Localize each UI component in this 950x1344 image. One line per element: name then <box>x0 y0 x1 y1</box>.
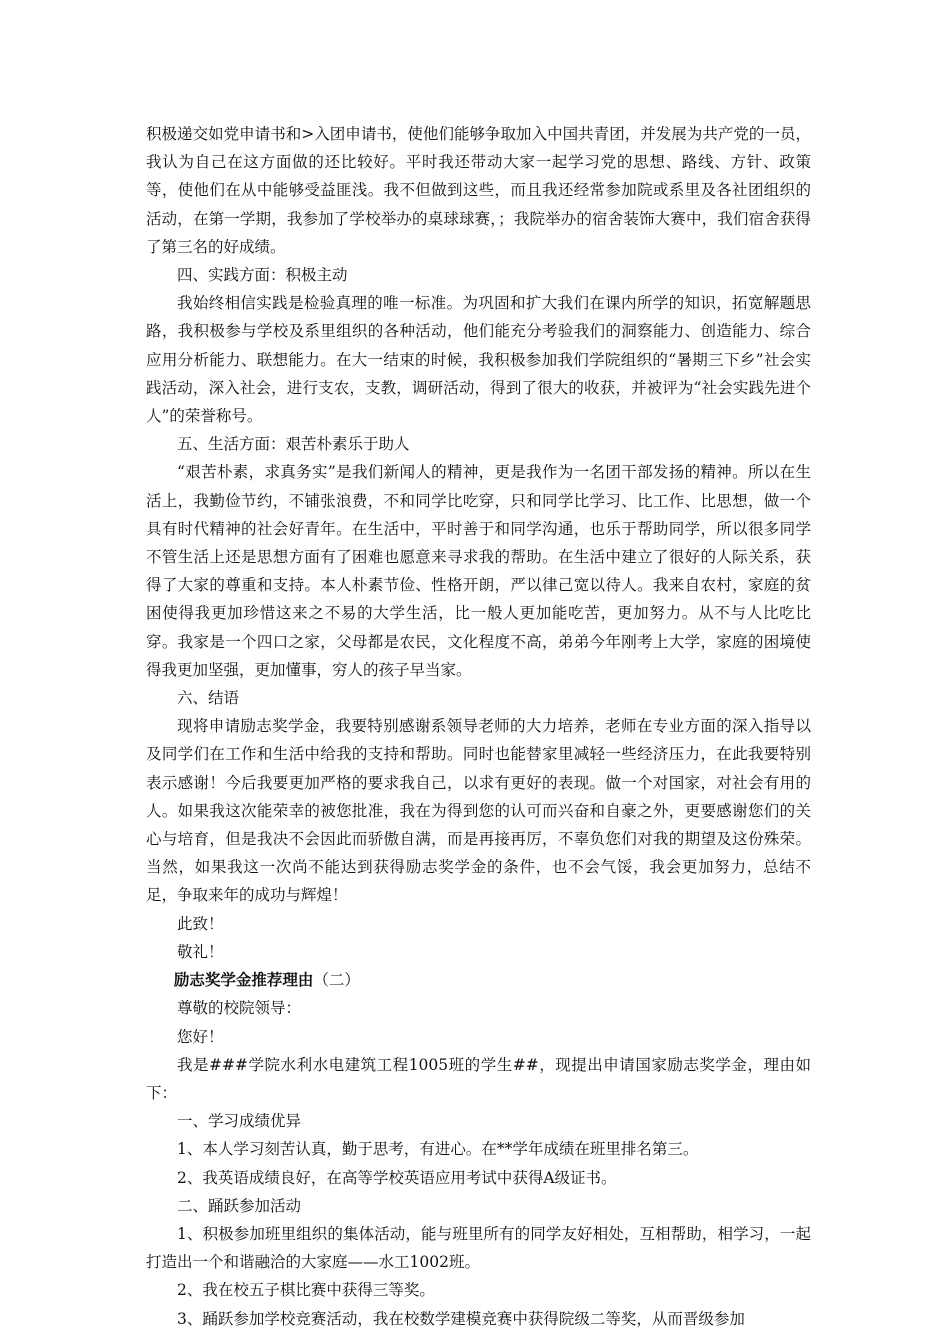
list-item-academics-1: 1、本人学习刻苦认真，勤于思考，有进心。在**学年成绩在班里排名第三。 <box>177 1140 699 1159</box>
paragraph-conclusion: 现将申请励志奖学金，我要特别感谢系领导老师的大力培养，老师在专业方面的深入指导以及同学们在工作和生活中给我的支持和帮助。同时也能替家里减轻一些经济压力，在此我要特别表示感谢！今后我要更加严格的要求我自己，以求有更好的表现。做一个对国家，对社会有用的人。如果我这次能荣幸的被您批准，我在为得到您的认可而兴奋和自豪之外，更要感谢您们的关心与培育，但是我决不会因此而骄傲自满，而是再接再厉，不辜负您们对我的期望及这份殊荣。当然，如果我这一次尚不能达到获得励志奖学金的条件，也不会气馁，我会更加努力，总结不足，争取来年的成功与辉煌！ <box>146 717 811 905</box>
letter-greeting: 尊敬的校院领导： <box>177 999 302 1018</box>
closing-regards: 敬礼！ <box>177 942 224 961</box>
paragraph-party-application: 积极递交如党申请书和>入团申请书，使他们能够争取加入中国共青团，并发展为共产党的一员，我认为自己在这方面做的还比较好。平时我还带动大家一起学习党的思想、路线、方针、政策等，使他们在从中能够受益匪浅。我不但做到这些，而且我还经常参加院或系里及各社团组织的活动，在第一学期，我参加了学校举办的桌球球赛，；我院举办的宿舍装饰大赛中，我们宿舍获得了第三名的好成绩。 <box>146 125 811 256</box>
letter-hello: 您好！ <box>177 1027 224 1046</box>
list-item-activities-3: 3、踊跃参加学校竞赛活动，我在校数学建模竞赛中获得院级二等奖，从而晋级参加 <box>177 1309 745 1328</box>
section-title-main: 励志奖学金推荐理由 <box>173 970 314 990</box>
list-item-activities-2: 2、我在校五子棋比赛中获得三等奖。 <box>177 1281 435 1300</box>
document-body <box>146 120 811 1333</box>
list-item-academics-2: 2、我英语成绩良好，在高等学校英语应用考试中获得A级证书。 <box>177 1168 617 1187</box>
paragraph-life: “艰苦朴素，求真务实”是我们新闻人的精神，更是我作为一名团干部发扬的精神。所以在生活上，我勤俭节约，不铺张浪费，不和同学比吃穿，只和同学比学习、比工作、比思想，做一个具有时代精神的社会好青年。在生活中，平时善于和同学沟通，也乐于帮助同学，所以很多同学不管生活上还是思想方面有了困难也愿意来寻求我的帮助。在生活中建立了很好的人际关系，获得了大家的尊重和支持。本人朴素节俭、性格开朗，严以律己宽以待人。我来自农村，家庭的贫困使得我更加珍惜这来之不易的大学生活，比一般人更加能吃苦，更加努力。从不与人比吃比穿。我家是一个四口之家，父母都是农民，文化程度不高，弟弟今年刚考上大学，家庭的困境使得我更加坚强，更加懂事，穷人的孩子早当家。 <box>146 463 811 679</box>
heading-activities: 二、踊跃参加活动 <box>177 1196 302 1215</box>
heading-practice: 四、实践方面：积极主动 <box>177 266 348 285</box>
section-title <box>146 966 811 994</box>
paragraph-practice: 我始终相信实践是检验真理的唯一标准。为巩固和扩大我们在课内所学的知识，拓宽解题思路，我积极参与学校及系里组织的各种活动，他们能充分考验我们的洞察能力、创造能力、综合应用分析能力、联想能力。在大一结束的时候，我积极参加我们学院组织的“暑期三下乡”社会实践活动，深入社会，进行支农，支教，调研活动，得到了很大的收获，并被评为“社会实践先进个人”的荣誉称号。 <box>146 294 811 426</box>
heading-life: 五、生活方面：艰苦朴素乐于助人 <box>177 435 410 454</box>
heading-conclusion: 六、结语 <box>177 689 240 708</box>
paragraph-introduction: 我是###学院水利水电建筑工程1005班的学生##，现提出申请国家励志奖学金，理由如下： <box>146 1055 811 1102</box>
closing-salutation: 此致！ <box>177 914 224 933</box>
section-title-suffix: （二） <box>313 971 360 990</box>
list-item-activities-1: 1、积极参加班里组织的集体活动，能与班里所有的同学友好相处，互相帮助，相学习，一起打造出一个和谐融洽的大家庭——水工1002班。 <box>146 1224 811 1272</box>
heading-academics: 一、学习成绩优异 <box>177 1112 302 1131</box>
